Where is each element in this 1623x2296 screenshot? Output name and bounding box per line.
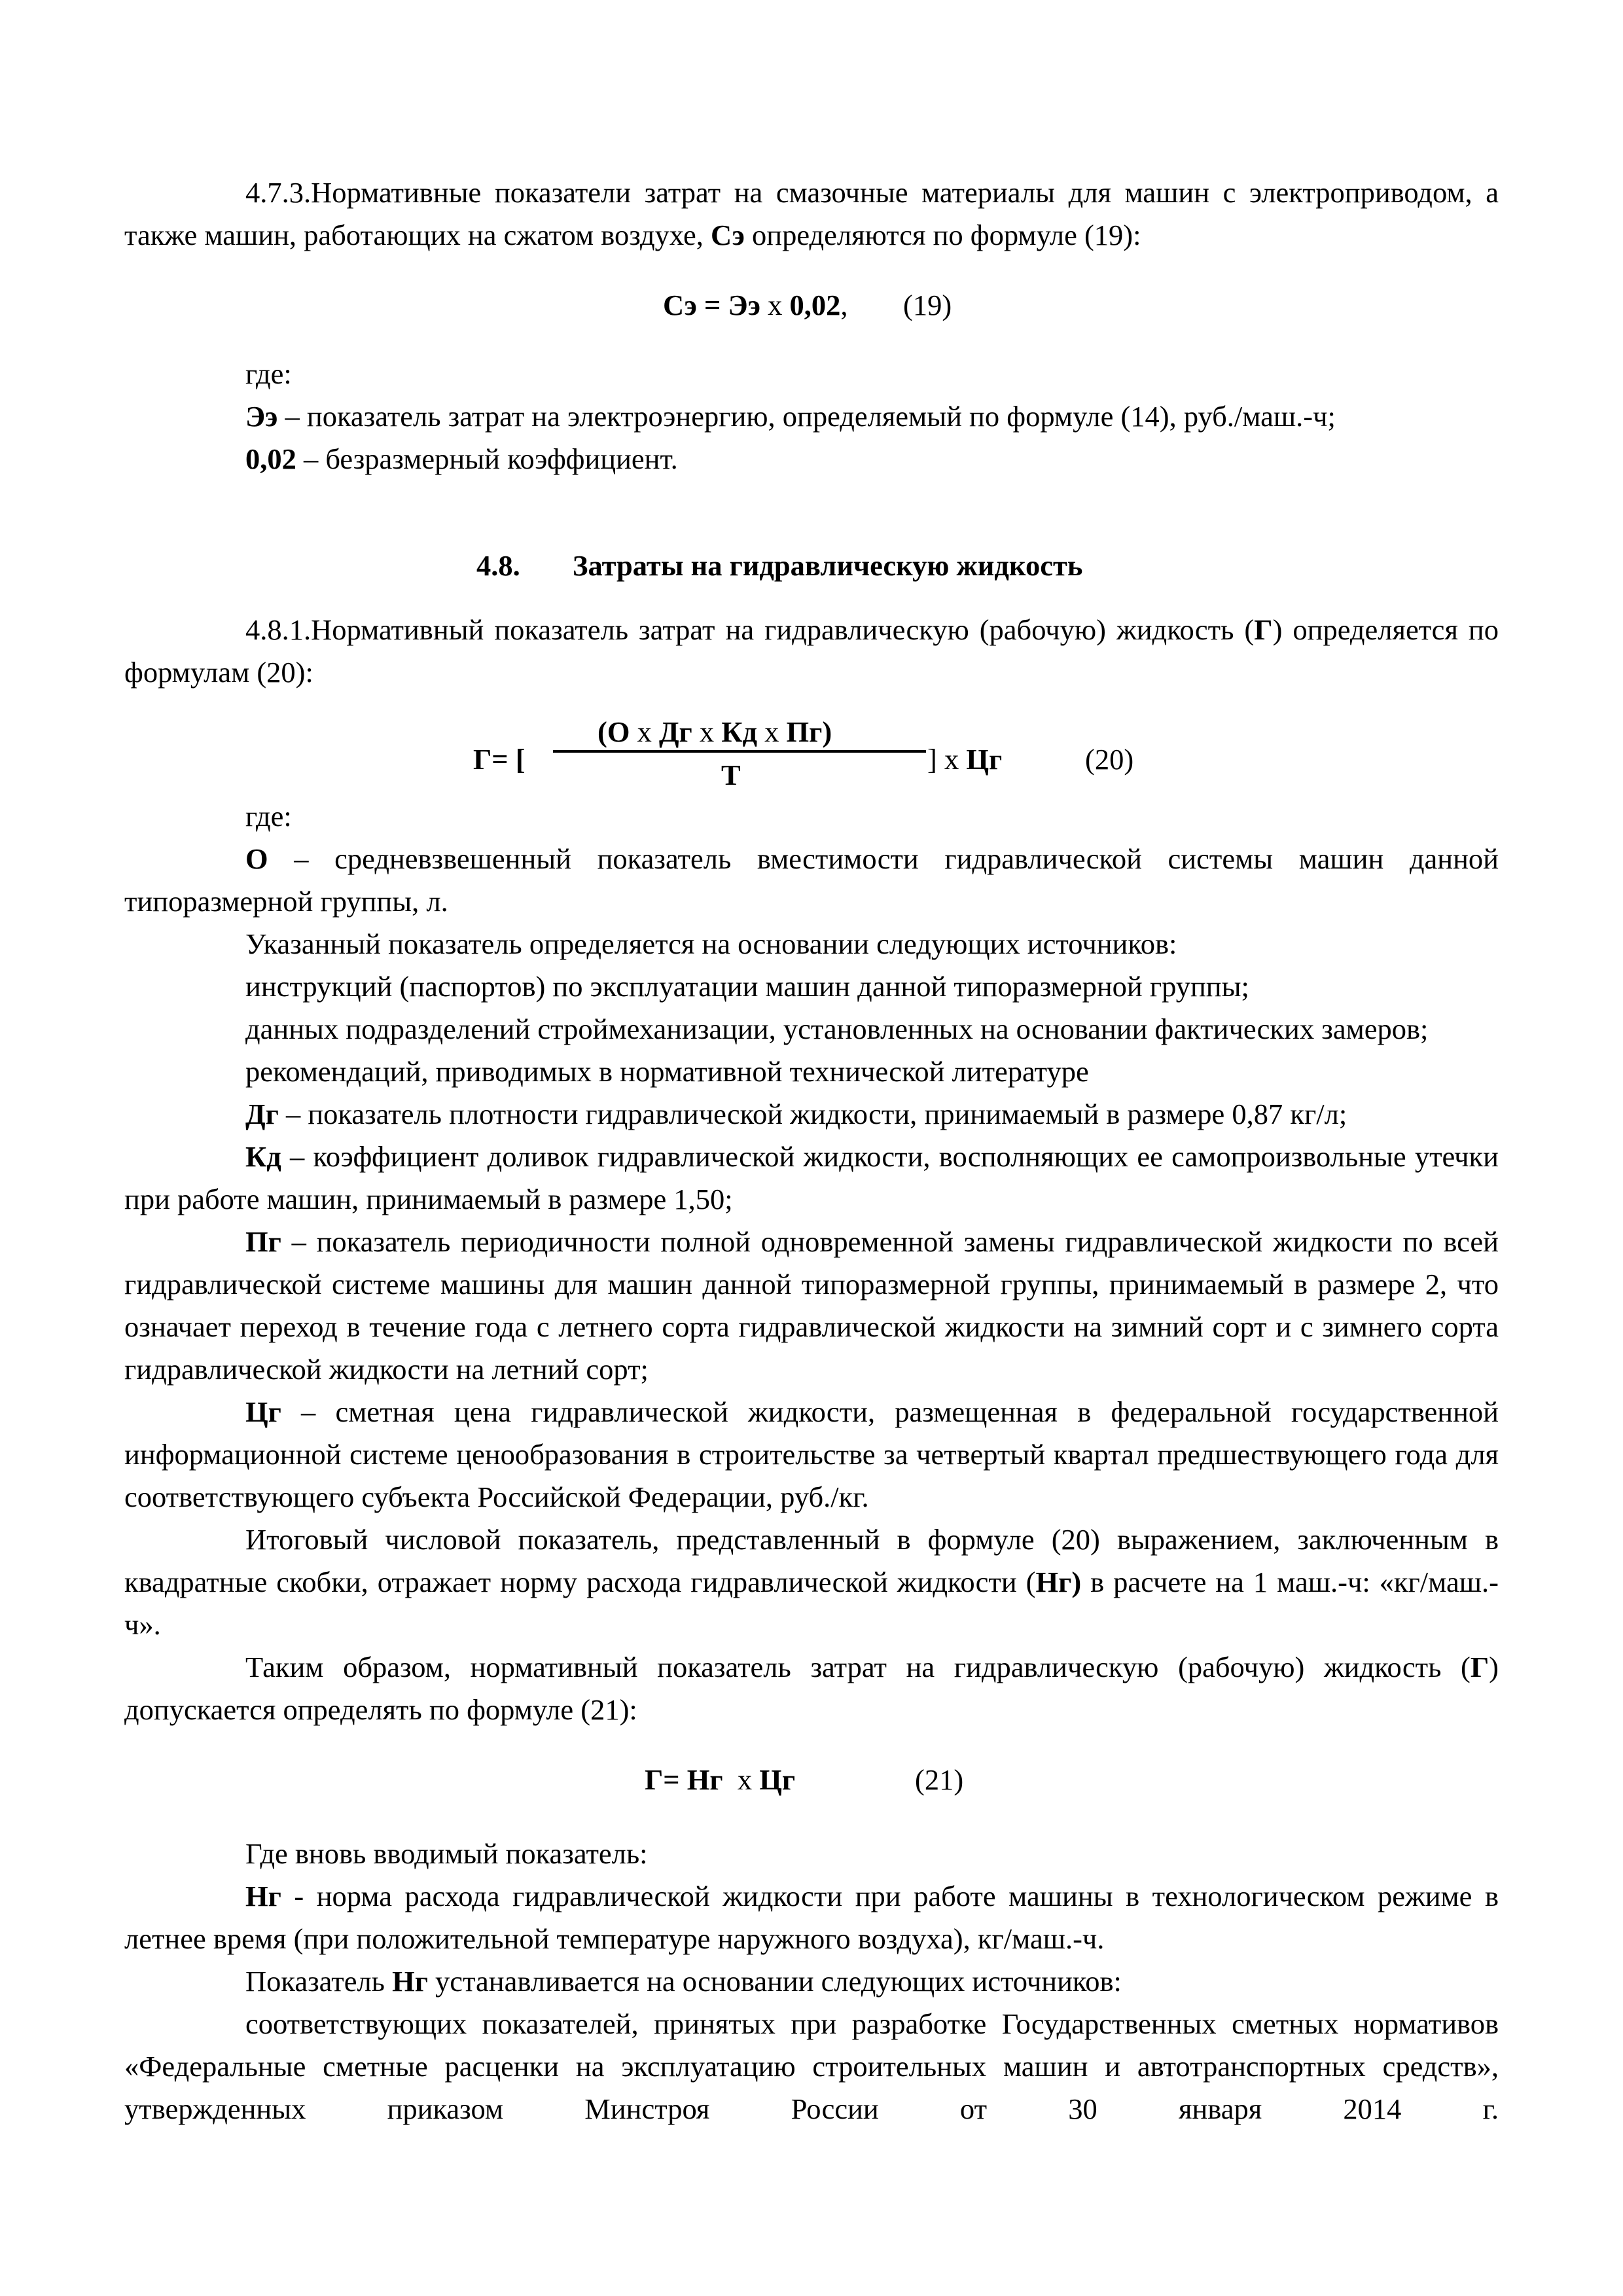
def-o: О – средневзвешенный показатель вместимости гидравлической системы машин данной типоразмерной группы, л. [124,842,1499,918]
formula-21: Г= Нг х Цг (21) [124,1759,1499,1801]
section-title: Затраты на гидравлическую жидкость [573,549,1083,582]
paragraph-total: Итоговый числовой показатель, представленный в формуле (20) выражением, заключенным в квадратные скобки, отражает норму расхода гидравлической жидкости (Нг) в расчете на 1 маш.-ч: «кг/маш.-ч». [124,1523,1499,1641]
def-pg: Пг – показатель периодичности полной одновременной замены гидравлической жидкости по всей гидравлической системе машины для машин данной типоразмерной группы, принимаемый в размере 2, что означает переход в течение года с летнего сорта гидравлической жидкости на зимний сорт и с зимнего сорта гидравлической жидкости на летний сорт; [124,1225,1499,1386]
def-ee: Ээ – показатель затрат на электроэнергию, определяемый по формуле (14), руб./маш.-ч; [245,400,1336,433]
paragraph-4-7-3: 4.7.3.Нормативные показатели затрат на смазочные материалы для машин с электроприводом, а также машин, работающих на сжатом воздухе, Сэ определяются по формуле (19): [124,176,1499,251]
source-item: инструкций (паспортов) по эксплуатации машин данной типоразмерной группы; [245,970,1249,1003]
new-indicator-intro: Где вновь вводимый показатель: [245,1837,648,1870]
paragraph-last: соответствующих показателей, принятых при разработке Государственных сметных нормативов «Федеральные сметные расценки на эксплуатацию строительных машин и автотранспортных средств», утвержденных приказом Минстроя России от 30 января 2014 г. [124,2007,1499,2125]
def-kd: Кд – коэффициент доливок гидравлической жидкости, восполняющих ее самопроизвольные утечки при работе машин, принимаемый в размере 1,50; [124,1140,1499,1215]
source-item: данных подразделений строймеханизации, установленных на основании фактических замеров; [245,1013,1429,1045]
page-content [124,171,1499,2130]
term-se: Сэ [711,219,745,251]
def-002: 0,02 – безразмерный коэффициент. [245,442,678,475]
section-heading [124,545,1499,587]
paragraph-ng: Показатель Нг устанавливается на основании следующих источников: [245,1965,1122,1998]
paragraph-thus: Таким образом, нормативный показатель затрат на гидравлическую (рабочую) жидкость (Г) допускается определять по формуле (21): [124,1651,1499,1726]
formula-number: (20) [1085,743,1134,776]
clause-number: 4.7.3. [245,176,312,209]
source-item: рекомендаций, приводимых в нормативной технической литературе [245,1055,1089,1088]
def-dg: Дг – показатель плотности гидравлической жидкости, принимаемый в размере 0,87 кг/л; [245,1098,1347,1130]
fraction-denominator: Т [721,759,741,791]
formula-number: (21) [915,1763,964,1796]
sources-intro: Указанный показатель определяется на основании следующих источников: [245,927,1177,960]
fraction-bar [553,750,926,753]
where-label: где: [245,357,292,390]
section-number: 4.8. [476,549,520,582]
def-ng: Нг - норма расхода гидравлической жидкости при работе машины в технологическом режиме в летнее время (при положительной температуре наружного воздуха), кг/маш.-ч. [124,1880,1499,1955]
formula-20: Г= [ (О х Дг х Кд х Пг) Т ] х Цг (20) [124,694,1499,795]
fraction-numerator: (О х Дг х Кд х Пг) [597,715,832,748]
formula-19: Сэ = Ээ х 0,02, (19) [124,284,1499,327]
formula-number: (19) [903,289,952,321]
paragraph-4-8-1: 4.8.1.Нормативный показатель затрат на гидравлическую (рабочую) жидкость (Г) определяется по формулам (20): [124,613,1499,689]
def-cg: Цг – сметная цена гидравлической жидкости, размещенная в федеральной государственной информационной системе ценообразования в строительстве за четвертый квартал предшествующего года для соответствующего субъекта Российской Федерации, руб./кг. [124,1395,1499,1513]
where-label: где: [245,800,292,833]
